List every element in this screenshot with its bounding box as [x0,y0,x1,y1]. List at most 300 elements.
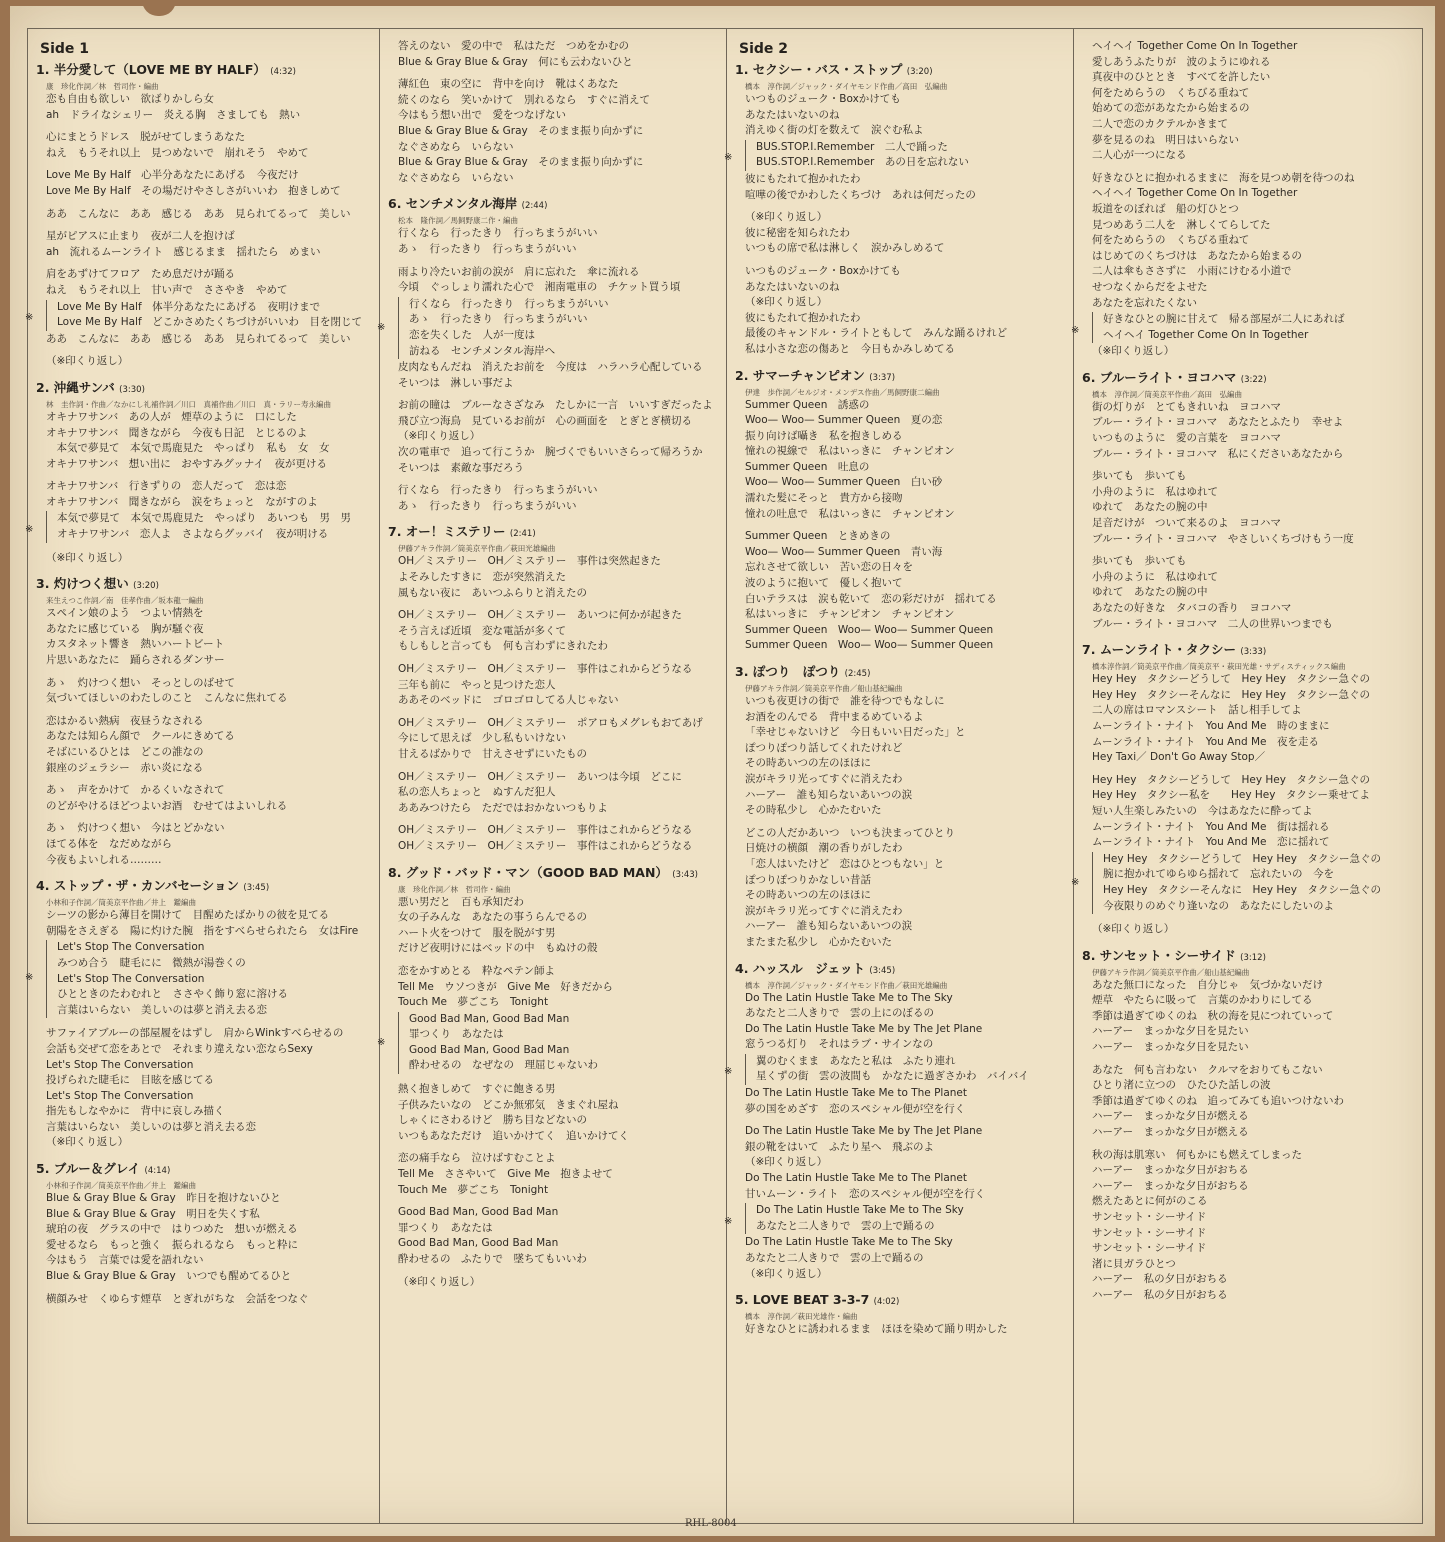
lyric-line: ブルー・ライト・ヨコハマ やさしいくちづけもう一度 [1092,532,1354,545]
lyric-line: あゝ 灼けつく想い そっとしのばせて [46,676,235,689]
lyric-line: （※印くり返し） [745,211,828,224]
lyric-line: Tell Me ささやいて Give Me 抱きよせて [398,1168,613,1181]
lyric-line: 二人の席はロマンスシート 話し相手してよ [1092,704,1302,717]
lyric-line: 琥珀の夜 グラスの中で はりつめた 想いが燃える [46,1223,298,1236]
stanza-gap [36,814,373,821]
lyric-line: 波のように抱いて 優しく抱いて [745,577,903,590]
lyric-line: あなた 何も言わない クルマをおりてもこない [1092,1063,1323,1076]
stanza-gap [388,709,720,716]
lyric-line: ムーンライト・ナイト You And Me 時のままに [1092,719,1330,732]
lyric-line: 愛せるなら もっと強く 振られるなら もっと粋に [46,1238,298,1251]
lyric-line: 行くなら 行ったきり 行っちまうがいい [398,484,598,497]
lyric-line: ハーアー まっかな夕日が燃える [1092,1126,1249,1139]
lyric-line: Do The Latin Hustle Take Me by The Jet Plane [745,1125,983,1138]
lyric-line: 足音だけが ついて来るのよ ヨコハマ [1092,517,1281,530]
lyric-line: よそみしたすきに 恋が突然消えた [398,571,566,584]
song-credits: 康 珍化作詞／林 哲司作・編曲 [398,884,511,894]
chorus-line: 腕に抱かれてゆらゆら揺れて 忘れたいの 今を [1103,868,1334,881]
song-credits: 小林和子作詞／筒美京平作曲／井上 鑑編曲 [46,898,196,908]
stanza-gap [388,601,720,608]
lyric-line: 雨より冷たいお前の涙が 肩に忘れた 傘に流れる [398,265,640,278]
lyric-line: 星がピアスに止まり 夜が二人を抱けば [46,230,235,243]
chorus-line: 翼のむくまま あなたと私は ふたり連れ [756,1054,956,1067]
lyric-line: Blue & Gray Blue & Gray 明日を失くす私 [46,1207,260,1220]
lyric-line: 風もない夜に あいつふらりと消えたの [398,586,587,599]
lyric-line: 二人心が一つになる [1092,149,1187,162]
lyric-line: OH／ミステリー OH／ミステリー 事件はこれからどうなる [398,824,693,837]
lyric-line: 何をためらうの くちびる重ねて [1092,234,1250,247]
chorus-line: あなたと二人きりで 雲の上で踊るの [756,1219,935,1232]
lyric-line: 憧れの視線で 私はいっきに チャンピオン [745,445,955,458]
lyric-line: 二人は傘もささずに 小雨にけむる小道で [1092,265,1292,278]
lyric-line: 消えゆく街の灯を数えて 涙ぐむ私よ [745,124,924,137]
chorus-block [1071,852,1416,914]
lyric-line: （※印くり返し） [745,1156,828,1169]
chorus-line: BUS.STOP.I.Remember あの日を忘れない [756,156,969,169]
stanza-gap [388,1144,720,1151]
lyric-line: （※印くり返し） [1092,923,1175,936]
lyric-line: 何をためらうの くちびる重ねて [1092,86,1250,99]
song-title [36,877,373,897]
song-block [1082,947,1416,1304]
chorus-line: ひとときのたわむれと ささやく飾り窓に溶ける [57,988,288,1001]
lyric-line: 悪い男だと 百も承知だわ [398,895,524,908]
lyric-line: OH／ミステリー OH／ミステリー 事件はこれからどうなる [398,663,693,675]
lyric-line: もしもしと言っても 何も言わずにきれたわ [398,640,608,653]
lyric-line: Summer Queen 誘惑の [745,398,870,411]
chorus-line: 恋を失くした 人が一度は [409,328,535,341]
song-duration: (3:20) [906,67,933,77]
lyric-line: （※印くり返し） [398,1275,481,1288]
stanza-gap [36,669,373,676]
song-title-text: 8. グッド・バッド・マン（GOOD BAD MAN） [388,864,668,880]
lyric-line: 振り向けば囁き 私を抱きしめる [745,429,903,442]
lyric-line: ハーアー まっかな夕日がおちる [1092,1164,1249,1177]
song-block [377,195,720,514]
lyric-line: 続くのなら 笑いかけて 別れるなら すぐに消えて [398,93,650,106]
stanza-gap [388,655,720,662]
lyric-line: オキナワサンバ あの人が 煙草のように 口にした [46,410,297,423]
lyric-line: いつものジューク・Boxかけても [745,93,901,105]
song-block [25,877,373,1151]
lyric-line: ああみつけたら ただではおかないつもりよ [398,801,608,814]
lyric-line: サンセット・シーサイド [1092,1226,1207,1239]
chorus-block [377,1012,720,1074]
lyric-line: 季節は過ぎてゆくのね 追ってみても追いつけないわ [1092,1094,1344,1107]
lyric-line: ほてる体を なだめながら [46,837,172,850]
song-credits: 伊達 歩作詞／セルジオ・メンデス作曲／馬飼野康二編曲 [745,387,940,397]
lyric-line: お酒をのんでる 背中まるめているよ [745,710,924,723]
chorus-mark: ※ [1071,324,1080,336]
song-duration: (3:33) [1240,647,1267,658]
lyric-line: Do The Latin Hustle Take Me to The Sky [745,991,953,1004]
lyric-line: 濡れた髪にそっと 貴方から接吻 [745,492,903,505]
stanza-gap [36,472,373,479]
lyric-line: OH／ミステリー OH／ミステリー 事件はこれからどうなる [398,839,693,852]
lyric-line: ハーアー 誰も知らないあいつの涙 [745,788,913,801]
song-credits: 橋本 淳作詞／ジャック・ダイヤモンド作曲／萩田光雄編曲 [745,980,948,990]
stanza-gap [1082,164,1416,171]
lyric-line: Blue & Gray Blue & Gray そのまま振り向かずに [398,124,644,137]
stanza-gap [36,123,373,130]
lyric-line: サファイアブルーの部屋履をはずし 肩からWinkすべらせるの [46,1027,344,1040]
chorus-block [724,1203,1067,1234]
song-title [36,379,373,399]
lyric-line: OH／ミステリー OH／ミステリー あいつに何かが起きた [398,609,682,622]
lyric-line: 見つめあう二人を 淋しくてらしてた [1092,218,1271,231]
song-credits: 橋本 淳作詞／ジャック・ダイヤモンド作曲／高田 弘編曲 [745,82,948,91]
lyric-line: 言葉はいらない 美しいのは夢と消え去る恋 [46,1120,256,1133]
chorus-line: 訪ねる センチメンタル海岸へ [409,344,556,357]
lyric-line: 気づいてほしいのわたしのこと こんなに焦れてる [46,692,288,705]
lyric-line: ねえ もうそれ以上 甘い声で ささやき やめて [46,283,288,296]
lyric-line: ブルー・ライト・ヨコハマ 私にくださいあなたから [1092,447,1344,460]
lyric-line: 季節は過ぎてゆくのね 秋の海を見につれていって [1092,1009,1334,1022]
lyric-line: 歩いても 歩いても [1092,555,1187,568]
lyric-line: あゝ 行ったきり 行っちまうがいい [398,499,577,512]
lyric-line: その時私少し 心かたむいた [745,804,882,817]
lyric-line: Blue & Gray Blue & Gray 何にも云わないひと [398,55,633,68]
song-title-text: 6. センチメンタル海岸 [388,196,518,212]
lyric-line: 熱く抱きしめて すぐに飽きる男 [398,1083,556,1096]
lyric-line: オキナワサンバ 聞きながら 涙をちょっと ながすのよ [46,495,318,508]
song-duration: (2:45) [844,669,871,679]
lyric-line: オキナワサンバ 想い出に おやすみグッナイ 夜が更ける [46,457,327,470]
stanza-gap [36,1285,373,1292]
lyric-line: 秋の海は肌寒い 何もかにも燃えてしまった [1092,1148,1302,1161]
song-title [388,523,720,543]
chorus-line: 本気で夢見て 本気で馬鹿見た やっぱり あいつも 男 男 [57,512,351,525]
lyric-line: （※印くり返し） [46,355,129,368]
chorus-line: Good Bad Man, Good Bad Man [409,1012,570,1025]
lyric-line: 今にして思えば 少し私もいけない [398,732,566,745]
song-block [377,864,720,1291]
lyric-line: 銀座のジェラシー 赤い炎になる [46,761,204,774]
song-duration: (3:20) [133,581,159,592]
chorus-block [25,300,373,331]
song-block [724,960,1067,1283]
song-block [36,575,373,868]
stanza-gap [36,161,373,168]
lyric-line: 今夜もよいしれる……… [46,853,162,866]
lyric-line: OH／ミステリー OH／ミステリー ポアロもメグレもおてあげ [398,716,703,729]
song-title [1082,947,1416,967]
lyric-line: そう言えば近頃 変な電話が多くて [398,624,566,637]
song-credits: 伊藤アキラ作詞／筒美京平作曲／船山基紀編曲 [745,684,903,693]
song-title-text: 7. ムーンライト・タクシー [1082,642,1237,658]
lyric-line: OH／ミステリー OH／ミステリー あいつは今頃 どこに [398,770,682,783]
song-duration: (3:45) [243,883,270,894]
column-1 [25,29,380,1523]
lyric-line: Love Me By Half 心半分あなたにあげる 今夜だけ [46,169,299,182]
lyric-line: だけど夜明けにはベッドの中 もぬけの殻 [398,942,598,955]
song-duration: (3:30) [119,384,145,395]
stanza-gap [36,260,373,267]
stanza-gap [1082,1141,1416,1148]
lyric-line: 指先もしなやかに 背中に哀しみ描く [46,1105,225,1118]
lyric-line: またまた私少し 心かたむいた [745,935,892,948]
column-3 [724,29,1074,1523]
lyric-line: 好きなひとに誘われるまま ほほを染めて踊り明かした [745,1323,1008,1336]
stanza-gap [388,476,720,483]
song-duration: (2:44) [521,201,548,212]
song-title-text: 4. ハッスル ジェット [735,960,866,976]
lyric-line: Blue & Gray Blue & Gray いつでも醒めてるひと [46,1270,292,1283]
lyric-line: ハーアー まっかな夕日を見たい [1092,1041,1249,1054]
lyric-line: 真夜中のひととき すべてを許したい [1092,71,1271,84]
song-block [25,379,373,566]
chorus-block [377,297,720,359]
lyric-line: 心にまとうドレス 脱がせてしまうあなた [46,131,246,144]
stanza-gap [36,707,373,714]
chorus-mark: ※ [724,152,733,164]
song-title [388,195,720,215]
song-title [735,1291,1067,1311]
lyric-line: あなたと二人きりで 雲の上で踊るの [745,1252,924,1264]
stanza-gap [735,522,1067,529]
chorus-line: 罪つくり あなたは [409,1028,504,1041]
chorus-mark: ※ [377,321,386,333]
lyric-line: ブルー・ライト・ヨコハマ 二人の世界いつまでも [1092,617,1333,630]
lyric-line: 二人で恋のカクテルかきまて [1092,117,1228,130]
song-title [388,864,720,884]
lyric-line: ah 流れるムーンライト 感じるまま 揺れたら めまい [46,245,321,258]
lyric-line: 私は小さな恋の傷あと 今日もかみしめてる [745,342,955,355]
lyric-line: 坂道をのぼれば 船の灯ひとつ [1092,202,1239,215]
chorus-mark: ※ [724,1215,733,1227]
song-block [388,523,720,854]
lyric-line: 夢の国をめざす 恋のスペシャル便が空を行く [745,1102,966,1115]
lyric-line: あゝ 灼けつく想い 今はとどかない [46,822,225,835]
chorus-line: あゝ 行ったきり 行っちまうがいい [409,313,588,326]
song-credits: 橋本 淳作詞／萩田光雄作・編曲 [745,1312,858,1322]
lyric-line: Hey Hey タクシー私を Hey Hey タクシー乗せてよ [1092,789,1370,802]
song-title-text: 6. ブルーライト・ヨコハマ [1082,369,1237,385]
lyric-line: ああ こんなに ああ 感じる ああ 見られてるって 美しい [46,332,351,345]
lyric-line: ハーアー 誰も知らないあいつの涙 [745,920,913,933]
side-heading: Side 2 [739,41,789,57]
lyric-line: その時あいつの左のほほに [745,889,871,902]
lyric-line: ぽつりぽつりかなしい昔話 [745,873,871,886]
lyric-line: ねえ もうそれ以上 見つめないで 崩れそう やめて [46,146,309,159]
song-title [36,1160,373,1180]
chorus-mark: ※ [724,1066,733,1078]
lyric-line: なぐさめなら いらない [398,140,514,153]
lyric-line: いつものジューク・Boxかけても [745,264,901,277]
lyric-line: はじめてのくちづけは あなたから始まるの [1092,249,1302,262]
lyric-line: （※印くり返し） [46,551,129,564]
lyric-line: そいつは 淋しい事だよ [398,376,514,389]
stanza-gap [388,957,720,964]
lyric-line: Summer Queen 吐息の [745,460,870,473]
song-block [735,663,1067,951]
lyric-line: 彼にもたれて抱かれたわ [745,172,861,185]
lyric-line: ゆれて あなたの腕の中 [1092,501,1208,514]
chorus-line: Hey Hey タクシーどうして Hey Hey タクシー急ぐの [1103,852,1381,865]
song-title-text: 4. ストップ・ザ・カンバセーション [36,878,240,894]
lyric-line: 涙がキラリ光ってすぐに消えたわ [745,772,903,785]
lyric-line: あゝ 声をかけて かるくいなされて [46,784,225,797]
lyric-line: Touch Me 夢ごこち Tonight [398,996,549,1009]
stanza-gap [735,819,1067,826]
chorus-line: みつめ合う 睫毛にに 微熱が湯巻くの [57,956,246,969]
chorus-mark: ※ [25,971,34,983]
sleeve-notch [142,0,176,16]
song-title [735,663,1067,683]
lyric-line: 恋も自由も欲しい 欲ばりかしら女 [46,93,214,105]
lyric-line: お前の瞳は ブルーなさざなみ たしかに一言 いいすぎだったよ [398,399,713,412]
chorus-mark: ※ [25,523,34,535]
lyric-line: 彼にもたれて抱かれたわ [745,311,861,324]
stanza-gap [1082,1056,1416,1063]
lyric-line: Do The Latin Hustle Take Me to The Planet [745,1087,968,1100]
lyric-line: 始めての恋があなたから始まるの [1092,102,1250,115]
lyric-line: Blue & Gray Blue & Gray そのまま振り向かずに [398,156,644,169]
stanza-gap [735,203,1067,210]
chorus-block [724,1054,1067,1085]
lyric-line: どこの人だかあいつ いつも決まってひとり [745,826,955,839]
lyrics-frame [27,28,1423,1524]
song-block [25,61,373,370]
lyric-line: ブルー・ライト・ヨコハマ あなたとふたり 幸せよ [1092,416,1344,429]
chorus-block [25,940,373,1018]
lyric-line: 渚に貝ガラひとつ [1092,1257,1176,1270]
chorus-line: Hey Hey タクシーそんなに Hey Hey タクシー急ぐの [1103,883,1381,896]
lyric-line: 銀の靴をはいて ふたり星へ 飛ぶのよ [745,1140,934,1153]
stanza-gap [388,816,720,823]
lyric-line: （※印くり返し） [745,296,828,309]
lyric-line: あなたを忘れたくない [1092,296,1197,309]
stanza-gap [36,1019,373,1026]
lyric-line: 会話も交ぜて恋をあとで それまり違えない恋ならSexy [46,1042,313,1055]
stanza-gap [388,70,720,77]
lyric-line: ハーアー まっかな夕日がおちる [1092,1179,1249,1192]
lyric-line: 白いテラスは 涙も乾いて 恋の彩だけが 揺れてる [745,592,997,605]
song-duration: (4:02) [873,1297,900,1308]
chorus-line: 酔わせるの なぜなの 理屈じゃないわ [409,1059,598,1072]
lyric-line: ムーンライト・ナイト You And Me 街は揺れる [1092,820,1330,833]
lyric-line: 短い人生楽しみたいの 今はあなたに酔ってよ [1092,804,1313,817]
song-credits: 小林和子作詞／筒美京平作曲／井上 鑑編曲 [46,1181,196,1191]
chorus-line: 星くずの街 雲の波間も かなたに過ぎさかわ バイバイ [756,1070,1029,1083]
stanza-gap [735,257,1067,264]
song-title [735,960,1067,980]
lyric-line: サンセット・シーサイド [1092,1211,1207,1223]
song-credits: 橋本淳作詞／筒美京平作曲／筒美京平・萩田光雄・サディスティックス編曲 [1092,662,1346,672]
song-title [735,367,1067,387]
stanza-gap [388,763,720,770]
song-block [1071,641,1416,938]
stanza-gap [1082,462,1416,469]
lyric-line: いつも夜更けの街で 誰を待つでもなしに [745,695,945,707]
lyric-line: 窓うつる灯り それはラブ・サインなの [745,1038,934,1051]
stanza-gap [36,347,373,354]
lyric-line: いつものように 愛の言葉を ヨコハマ [1092,432,1281,445]
lyric-line: 恋はかるい熱病 夜昼うなされる [46,714,204,727]
lyric-line: のどがやけるほどつよいお酒 むせてはよいしれる [46,799,288,812]
lyric-line: あなたはいないのね [745,280,840,293]
song-credits: 伊藤アキラ作詞／筒美京平作曲／萩田光雄編曲 [398,544,556,554]
chorus-line: Love Me By Half どこかさめたくちづけがいいわ 目を閉じて [57,316,363,329]
lyric-line: なぐさめなら いらない [398,171,514,184]
stanza-gap [388,1268,720,1275]
lyric-line: 「幸せじゃないけど 今日もいい日だった」と [745,726,966,739]
lyric-line: 皮肉なもんだね 消えたお前を 今度は ハラハラ心配している [398,361,703,374]
song-title-text: 3. ぽつり ぽつり [735,664,841,679]
stanza-gap [36,200,373,207]
lyric-line: OH／ミステリー OH／ミステリー 事件は突然起きた [398,555,661,568]
lyric-line: ヘイヘイ Together Come On In Together [1092,40,1298,52]
song-credits: 伊藤アキラ作詞／筒美京平作曲／船山基紀編曲 [1092,967,1250,977]
lyric-line: （※印くり返し） [46,1136,129,1149]
song-credits: 橋本 淳作詞／筒美京平作曲／高田 弘編曲 [1092,389,1242,399]
song-duration: (3:22) [1240,374,1267,385]
lyric-line: いつもの席で私は淋しく 涙かみしめるて [745,242,945,255]
lyric-sheet [10,6,1435,1536]
lyric-line: 燃えたあとに何がのこる [1092,1195,1208,1208]
chorus-mark: ※ [1071,876,1080,888]
lyric-line: 投げられた睫毛に 目眩を感じてる [46,1074,214,1087]
song-duration: (3:43) [672,869,699,880]
lyric-line: あなたの好きな タバコの香り ヨコハマ [1092,602,1292,614]
chorus-line: Good Bad Man, Good Bad Man [409,1043,570,1056]
lyric-line: いつもあなただけ 追いかけてく 追いかけてく [398,1129,629,1142]
lyric-line: スペイン娘のよう つよい情熱を [46,607,204,620]
song-title-text: 7. オー！ミステリー [388,524,506,540]
song-title-text: 8. サンセット・シーサイド [1082,947,1236,963]
chorus-line: Do The Latin Hustle Take Me to The Sky [756,1204,964,1217]
lyric-line: ひとり渚に立つの ひたひた話しの波 [1092,1079,1271,1092]
lyric-line: 彼に秘密を知られたわ [745,226,850,239]
lyric-line: Woo— Woo— Summer Queen 白い砂 [745,476,943,489]
song-credits: 来生えつこ作詞／南 佳孝作曲／坂本龍一編曲 [46,596,204,606]
lyric-line: Do The Latin Hustle Take Me to The Planet [745,1172,968,1185]
lyric-line: Woo— Woo— Summer Queen 青い海 [745,545,943,558]
song-credits: 康 珍化作詞／林 哲司作・編曲 [46,82,159,91]
song-block [735,367,1067,655]
song-title-text: 5. ブルー＆グレイ [36,1161,141,1177]
stanza-gap [36,222,373,229]
lyric-line: 日焼けの横顔 潮の香りがしたわ [745,842,903,855]
lyric-line: 薄紅色 東の空に 背中を向け 靴はくあなた [398,78,619,91]
lyric-line: 私の恋人ちょっと ぬすんだ犯人 [398,786,556,799]
lyric-line: Summer Queen Woo— Woo— Summer Queen [745,639,994,652]
chorus-line: オキナワサンバ 恋人よ さよならグッバイ 夜が明ける [57,528,329,541]
song-credits: 松本 隆作詞／馬飼野康二作・編曲 [398,216,518,226]
song-title [735,61,1067,81]
chorus-line: Let's Stop The Conversation [57,972,205,985]
lyric-line: 今はもう 言葉では愛を語れない [46,1254,204,1267]
lyric-line: シーツの影から薄目を開けて 目醒めたばかりの彼を見てる [46,909,330,922]
lyric-line: ハーアー まっかな夕日が燃える [1092,1110,1249,1123]
lyric-line: Good Bad Man, Good Bad Man [398,1206,559,1219]
song-duration: (3:12) [1240,952,1266,963]
lyric-line: Woo— Woo— Summer Queen 夏の恋 [745,414,943,427]
stanza-gap [1082,915,1416,922]
lyric-line: あなたと二人きりで 雲の上にのぼるの [745,1007,934,1020]
lyric-line: 飛び立つ海鳥 見ているお前が 心の画面を とぎとぎ横切る [398,414,692,427]
lyric-line: オキナワサンバ 行きずりの 恋人だって 恋は恋 [46,480,287,493]
lyric-line: あゝ 行ったきり 行っちまうがいい [398,242,577,255]
lyric-line: ああ こんなに ああ 感じる ああ 見られてるって 美しい [46,207,351,220]
stanza-gap [388,1198,720,1205]
lyric-line: 罪つくり あなたは [398,1221,493,1234]
lyric-line: 三年も前に やっと見つけた恋人 [398,678,556,691]
lyric-line: ムーンライト・ナイト You And Me 恋に揺れて [1092,836,1330,849]
chorus-line: 今夜限りのめぐり逢いなの あなたにしたいのよ [1103,899,1334,912]
lyric-line: 忘れさせて欲しい 苦い恋の日々を [745,561,913,574]
chorus-line: 好きなひとの腕に甘えて 帰る部屋が二人にあれば [1103,313,1345,326]
